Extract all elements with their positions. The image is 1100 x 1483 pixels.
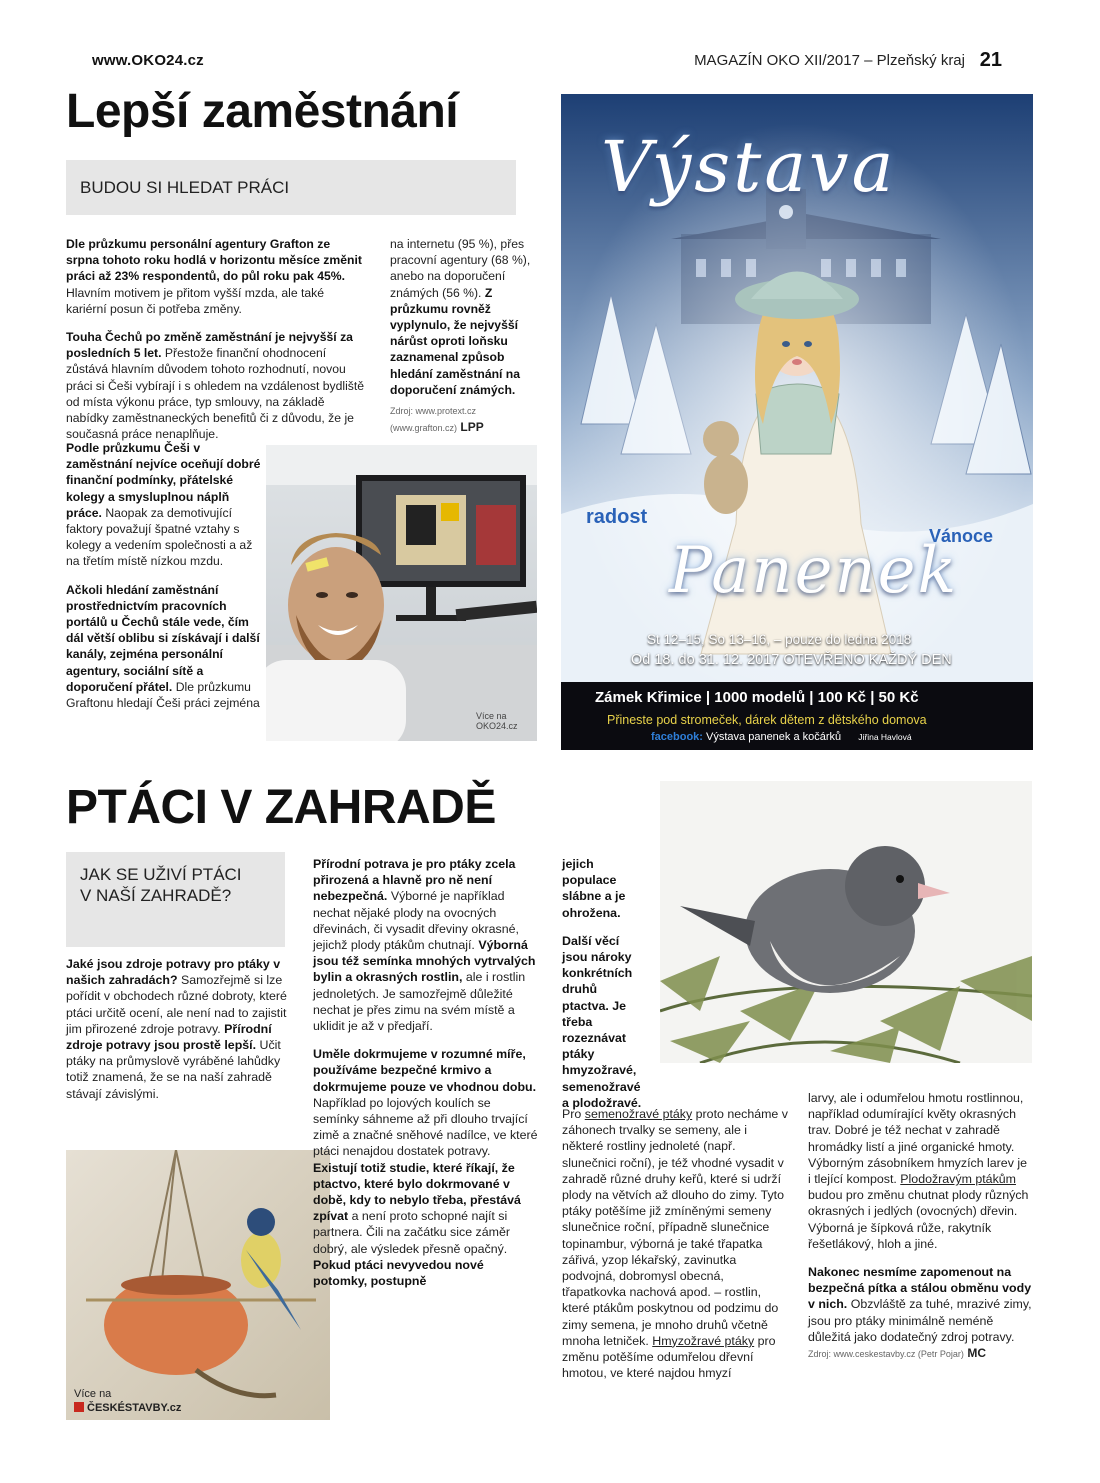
article2-c1-text2: Učit ptáky na průmyslově vyráběné lahůdky totiž znamená, že se na naší zahradě stávají závislými. (66, 1038, 281, 1101)
article2-c3-text: Pro (562, 1107, 582, 1121)
article2-c1-p1 (66, 956, 288, 1102)
article2-c2-lead4: Existují totiž studie, které říkají, že ptactvo, které bylo dokrmované v době, kdy to nebylo třeba, přestává zpívat (313, 1160, 521, 1224)
poster-venue-line: Zámek Křimice | 1000 modelů | 100 Kč | 50 Kč (595, 689, 919, 706)
article2-c4-p2 (808, 1264, 1033, 1362)
article1-subtitle: BUDOU SI HLEDAT PRÁCI (80, 178, 290, 197)
feeder-caption-more: Více na (74, 1388, 112, 1400)
article1-author: LPP (460, 420, 484, 435)
article1-p1-text: Hlavním motivem je přitom vyšší mzda, ale také kariérní posun či potřeba změny. (66, 285, 325, 316)
article1-p2-text: Přestože finanční ohodnocení zůstává hlavním důvodem tohoto rozhodnutí, novou práci si Češi vybírají i s ohledem na vzdálenost bydliště od místa výkonu práce, typ smlouvy, na základě nabídky zaměstnaneckých benefitů či z důvodu, že je současná práce nenaplňuje. (66, 346, 365, 442)
article1-col2-plain: na internetu (95 %), přes pracovní agentury (68 %), anebo na doporučení známých (56 %). (390, 237, 531, 300)
article2-subtitle-box (66, 852, 285, 947)
poster-title-bottom: Panenek (669, 534, 959, 608)
poster-credit: Jiřina Havlová (858, 732, 912, 742)
article2-subtitle: JAK SE UŽIVÍ PTÁCI V NAŠÍ ZAHRADĚ? (80, 865, 242, 905)
article2-c2-p2 (313, 1046, 538, 1289)
article2-c2-p1 (313, 856, 538, 1034)
article2-c4-text2: budou pro změnu chutnat plody různých okrasných i jedlých (ovocných) dřevin. Výborná je šípková růže, rakytník řešetlákový, hloh a jiné. (808, 1188, 1029, 1251)
article2-col1 (66, 956, 288, 1114)
article2-author: MC (967, 1346, 986, 1361)
article2-c2-lead2: Výborná jsou též semínka mnohých vytrvalých bylin a okrasných rostlin, (313, 938, 536, 985)
poster-facebook-line (651, 731, 912, 743)
article1-p3-lead: Ačkoli hledání zaměstnání prostřednictvím pracovních portálů u Čechů stále vede, čím dál větší oblibu si získávají i další kanály, zejména personální agentury, sociální sítě a doporučení přátel. (66, 582, 260, 694)
article1-col1 (66, 236, 366, 454)
article1-col1b (66, 440, 262, 723)
article2-c4-lead: Nakonec nesmíme zapomenout na bezpečná pítka a stálou obměnu vody v nich. (808, 1265, 1032, 1312)
article1-col2-bold: Z průzkumu rovněž vyplynulo, že nejvyšší nárůst oproti loňsku zaznamenal způsob hledání zaměstnání na doporučení známých. (390, 285, 521, 397)
article2-c3-p2 (562, 1106, 790, 1381)
article2-c4-p1 (808, 1090, 1033, 1252)
article1-p2-lead2: Podle průzkumu Češi v zaměstnání nejvíce oceňují dobré finanční podmínky, přátelské kolegy a smysluplnou náplň práce. (66, 441, 261, 520)
article2-c4-text3: Obzvláště za tuhé, mrazivé zimy, jsou pro ptáky minimálně neméně důležitá jako dodatečný zdroj potravy. (808, 1297, 1032, 1344)
article1-p2b (66, 440, 262, 570)
poster-dates-line1: St 12–15, So 13–16, – pouze do ledna 2018 (647, 632, 912, 647)
article1-source: Zdroj: www.protext.cz (www.grafton.cz) (390, 406, 477, 434)
article2-c3-text2: proto necháme v záhonech trvalky se semeny, ale i některé rostliny jednoleté (např. slunečnici roční), je též vhodné vysadit v zahradě různé druhy keřů, které si udrží plody na větvích až dlouho do zimy. Tyto ptáky potěšíme již zmíněnými semeny slunečnice roční, případně slunečnice topinambur, výborná je také třapatka zářivá, yzop lékařský, zavinutka podvojná, dobromysl obecná, třapatkovka nachová apod. – rostlin, které ptákům poskytnou od podzimu do zimy semena, je mnoho druhů včetně mnoha letniček. (562, 1107, 788, 1348)
article2-c3-p2-lead (562, 933, 642, 1111)
article1-p3 (66, 582, 262, 712)
article2-c3-text3: pro změnu potěšíme odumřelou dřevní hmotou, ve které najdou hmyzí (562, 1333, 776, 1381)
feeder-photo (66, 1150, 330, 1420)
article2-c3-lead2: Další věcí jsou nároky konkrétních druhů ptactva. Je třeba rozeznávat ptáky hmyzožravé, semenožravé a plodožravé. (562, 933, 642, 1110)
article1-p1 (66, 236, 366, 317)
bird-photo (660, 781, 1032, 1063)
office-illustration (266, 445, 537, 741)
article1-p1-lead: Dle průzkumu personální agentury Grafton ze srpna tohoto roku hodlá v horizontu měsíce změnit práci až 23% respondentů, do půl roku pak 45%. (66, 237, 362, 284)
office-photo-caption: Více na OKO24.cz (476, 711, 518, 731)
article2-col2 (313, 856, 538, 1301)
article2-c2-lead3: Uměle dokrmujeme v rozumné míře, používáme bezpečné krmivo a dokrmujeme pouze ve vhodnou dobu. (313, 1047, 537, 1094)
feeder-caption-logo[interactable] (74, 1402, 181, 1414)
article2-source: Zdroj: www.ceskestavby.cz (Petr Pojar) (808, 1349, 964, 1360)
article1-p2-lead: Touha Čechů po změně zaměstnání je nejvyšší za posledních 5 let. (66, 330, 353, 361)
office-photo (266, 445, 537, 741)
article2-c2-text4: a není proto schopné najít si partnera. Čili na začátku sice záměr dobrý, ale výsledek přesně opačný. (313, 1209, 510, 1256)
page-number: 21 (979, 49, 1002, 71)
feeder-illustration (66, 1150, 330, 1420)
article2-col3b (562, 1106, 790, 1393)
article1-col2 (390, 236, 540, 436)
article1-p3-text: Dle průzkumu Graftonu hledají Češi práci zejména (66, 679, 260, 711)
poster-word-vanoce: Vánoce (929, 526, 994, 546)
facebook-page[interactable]: Výstava panenek a kočárků (706, 731, 842, 743)
bird-illustration (660, 781, 1032, 1063)
link-hmyzozrave[interactable]: Hmyzožravé ptáky (652, 1333, 755, 1348)
article1-p2 (66, 329, 366, 442)
article2-c2-lead: Přírodní potrava je pro ptáky zcela přirozená a hlavně pro ně není nebezpečná. (313, 857, 516, 904)
article2-title: PTÁCI V ZAHRADĚ (66, 781, 496, 834)
article2-c1-lead2: Přírodní zdroje potravy jsou prostě lepší. (66, 1021, 272, 1053)
article2-c1-lead: Jaké jsou zdroje potravy pro ptáky v našich zahradách? (66, 957, 281, 988)
article2-c4-text: larvy, ale i odumřelou hmotu rostlinnou, například odumírající květy okrasných trav. Dobré je též nechat v zahradě hromádky listí a jiné organické hmoty. Výborným zásobníkem hmyzích larev je i tlející kompost. (808, 1091, 1027, 1187)
exhibition-poster (561, 94, 1033, 750)
link-plodozrave[interactable]: Plodožravým ptákům (900, 1172, 1016, 1187)
article1-col2-text (390, 236, 540, 398)
ceskestavby-label: ČESKÉSTAVBY.cz (87, 1402, 182, 1414)
poster-dates-line2: Od 18. do 31. 12. 2017 OTEVŘENO KAŽDÝ DEN (631, 652, 952, 668)
article2-col3a (562, 856, 642, 1111)
poster-title-top: Výstava (601, 126, 897, 208)
link-semenozrave[interactable]: semenožravé ptáky (584, 1107, 693, 1121)
article2-c2-text2: ale i rostlin jednoletých. Je samozřejmě důležité nechat je přes zimu na svém místě a uklidit je až v předjaří. (313, 970, 526, 1034)
article2-c2-lead5: Pokud ptáci nevyvedou nové potomky, postupně (313, 1257, 484, 1289)
article1-p2-text2: Naopak za demotivující faktory považují špatné vztahy s kolegy a vedením společnosti a až na třetím místě nízkou mzdu. (66, 505, 253, 569)
article1-subtitle-box (66, 160, 516, 215)
article1-source-line (390, 402, 510, 436)
article2-c3-p1 (562, 856, 642, 921)
article2-c2-text: Výborné je například nechat nějaké plody na ovocných dřevinách, či vysadit dřeviny okrasné, jejichž plody ptákům chutnají. (313, 889, 519, 953)
article2-c3-lead: jejich populace slábne a je ohrožena. (562, 857, 626, 920)
ceskestavby-logo-icon (74, 1402, 84, 1412)
article1-title: Lepší zaměstnání (66, 85, 459, 138)
article2-c1-text: Samozřejmě si lze pořídit v obchodech různé dobroty, které ptáci určitě ocení, ale není nad to zajistit jim přirozené zdroje potravy. (66, 973, 287, 1036)
article2-c2-text3: Například po lojových koulích se semínky sáhneme až při dlouho trvající zimě a značné sněhové nadílce, ve které ptáci nenajdou dostatek potravy. (313, 1095, 538, 1159)
article2-col4 (808, 1090, 1033, 1374)
site-url[interactable]: www.OKO24.cz (92, 52, 204, 69)
poster-gift-line: Přineste pod stromeček, dárek dětem z dětského domova (607, 713, 927, 727)
issue-label: MAGAZÍN OKO XII/2017 – Plzeňský kraj (694, 52, 965, 69)
poster-word-radost: radost (586, 506, 648, 528)
facebook-label[interactable]: facebook: (651, 731, 703, 743)
